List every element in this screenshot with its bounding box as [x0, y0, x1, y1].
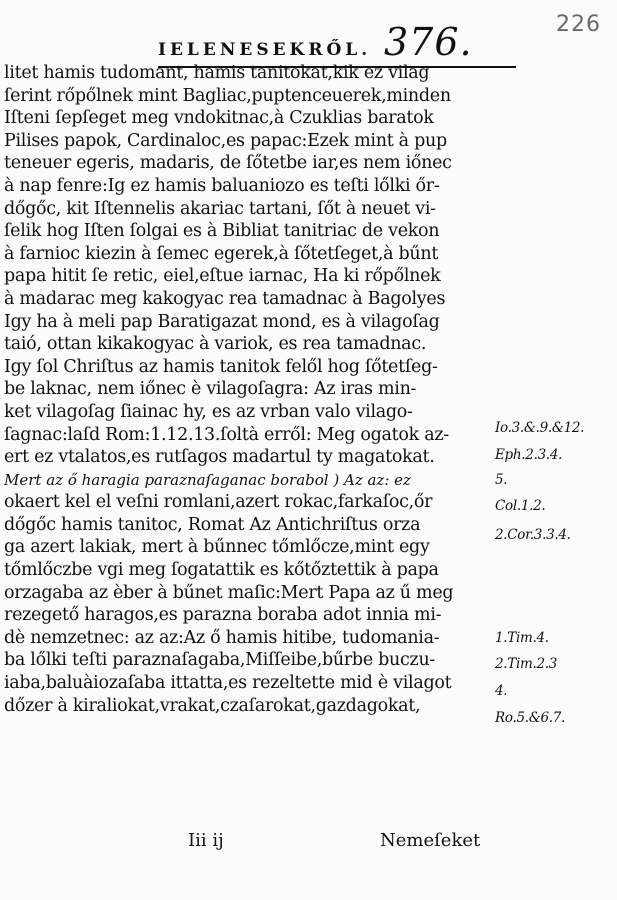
text-line: ket vilagoſag ſiainac hy, es az vrban valo vilago-	[4, 401, 413, 422]
text-line: Pilises papok, Cardinaloc,es papac:Ezek mint à pup	[4, 130, 447, 151]
page-number: 376.	[384, 20, 473, 64]
text-line: ſelik hog Iſten ſolgai es à Bibliat tanitriac de vekon	[4, 221, 440, 242]
margin-reference: Io.3.&.9.&12.	[495, 420, 585, 436]
text-line: Iſteni ſepſeget meg vndokitnac,à Czuklias baratok	[4, 108, 434, 129]
text-line: dè nemzetnec: az az:Az ő hamis hitibe, tudomania-	[4, 627, 440, 648]
scripture-quote-line: Mert az ő haragia paraznaſaganac borabol ) Az az: ez	[4, 470, 411, 489]
margin-reference: 2.Tim.2.3	[495, 656, 558, 672]
text-line: rezegető haragos,es parazna boraba adot innia mi-	[4, 605, 442, 626]
text-line: litet hamis tudomant, hamis tanitokat,kik ez vilag	[4, 63, 430, 83]
text-line: tőmlőczbe vgi meg ſogatattik es kőtőztettik à papa	[4, 560, 439, 581]
text-line: à nap fenre:Ig ez hamis baluaniozo es teſti lőlki őr-	[4, 175, 440, 196]
catchword: Nemeſeket	[380, 830, 481, 851]
text-line: teneuer egeris, madaris, de ſőtetbe iar,es nem iőnec	[4, 153, 452, 174]
page-footer	[0, 830, 617, 860]
margin-reference: 1.Tim.4.	[495, 630, 549, 646]
margin-reference: 2.Cor.3.3.4.	[495, 527, 571, 543]
text-line: Igy ha à meli pap Baratigazat mond, es à vilagoſag	[4, 311, 440, 332]
margin-reference: Col.1.2.	[495, 498, 546, 514]
running-title: IELENESEKRŐL.	[158, 40, 372, 60]
text-line: Igy ſol Chriſtus az hamis tanitok felől hog ſőtetſeg-	[4, 356, 438, 377]
text-line: okaert kel el veſni romlani,azert rokac,farkaſoc,őr	[4, 492, 433, 513]
text-line: ſerint rőpőlnek mint Bagliac,puptenceuerek,minden	[4, 85, 451, 106]
text-line: ba lőlki teſti paraznaſagaba,Miſſeibe,bűrbe buczu-	[4, 650, 436, 671]
text-line: papa hitit ſe retic, eiel,eſtue iarnac, Ha ki rőpőlnek	[4, 266, 441, 287]
text-line: be laknac, nem iőnec è vilagoſagra: Az iras min-	[4, 379, 417, 400]
text-line: ga azert lakiak, mert à bűnnec tőmlőcze,mint egy	[4, 537, 430, 558]
margin-reference: 5.	[495, 472, 508, 488]
text-line: orzagaba az èber à bűnet maſic:Mert Papa az ű meg	[4, 582, 454, 603]
text-line: dőgőc, kit Iſtennelis akariac tartani, ſőt à neuet vi-	[4, 198, 436, 219]
text-line: à madarac meg kakogyac rea tamadnac à Bagolyes	[4, 288, 446, 309]
pencil-folio-number: 226	[556, 12, 601, 37]
text-line: dőgőc hamis tanitoc, Romat Az Antichriſtus orza	[4, 514, 421, 535]
text-line: ert ez vtalatos,es rutſagos madartul ty magatokat.	[4, 447, 435, 468]
text-line: à farnioc kiezin à ſemec egerek,à ſőtetſeget,à bűnt	[4, 243, 439, 264]
margin-reference: Ro.5.&6.7.	[495, 710, 566, 726]
text-line: taió, ottan kikakogyac à variok, es rea tamadnac.	[4, 334, 427, 355]
text-line: dőzer à kiraliokat,vrakat,czaſarokat,gazdagokat,	[4, 695, 421, 716]
text-line: ſagnac:laſd Rom:1.12.13.ſoltà erről: Meg ogatok az-	[4, 424, 449, 445]
signature-mark: Iii ij	[188, 830, 224, 851]
text-line: iaba,baluàiozaſaba ittatta,es rezeltette mid è vilagot	[4, 673, 452, 694]
margin-notes	[495, 0, 615, 900]
margin-reference: Eph.2.3.4.	[495, 447, 563, 463]
margin-reference: 4.	[495, 683, 508, 699]
body-text	[4, 62, 494, 717]
